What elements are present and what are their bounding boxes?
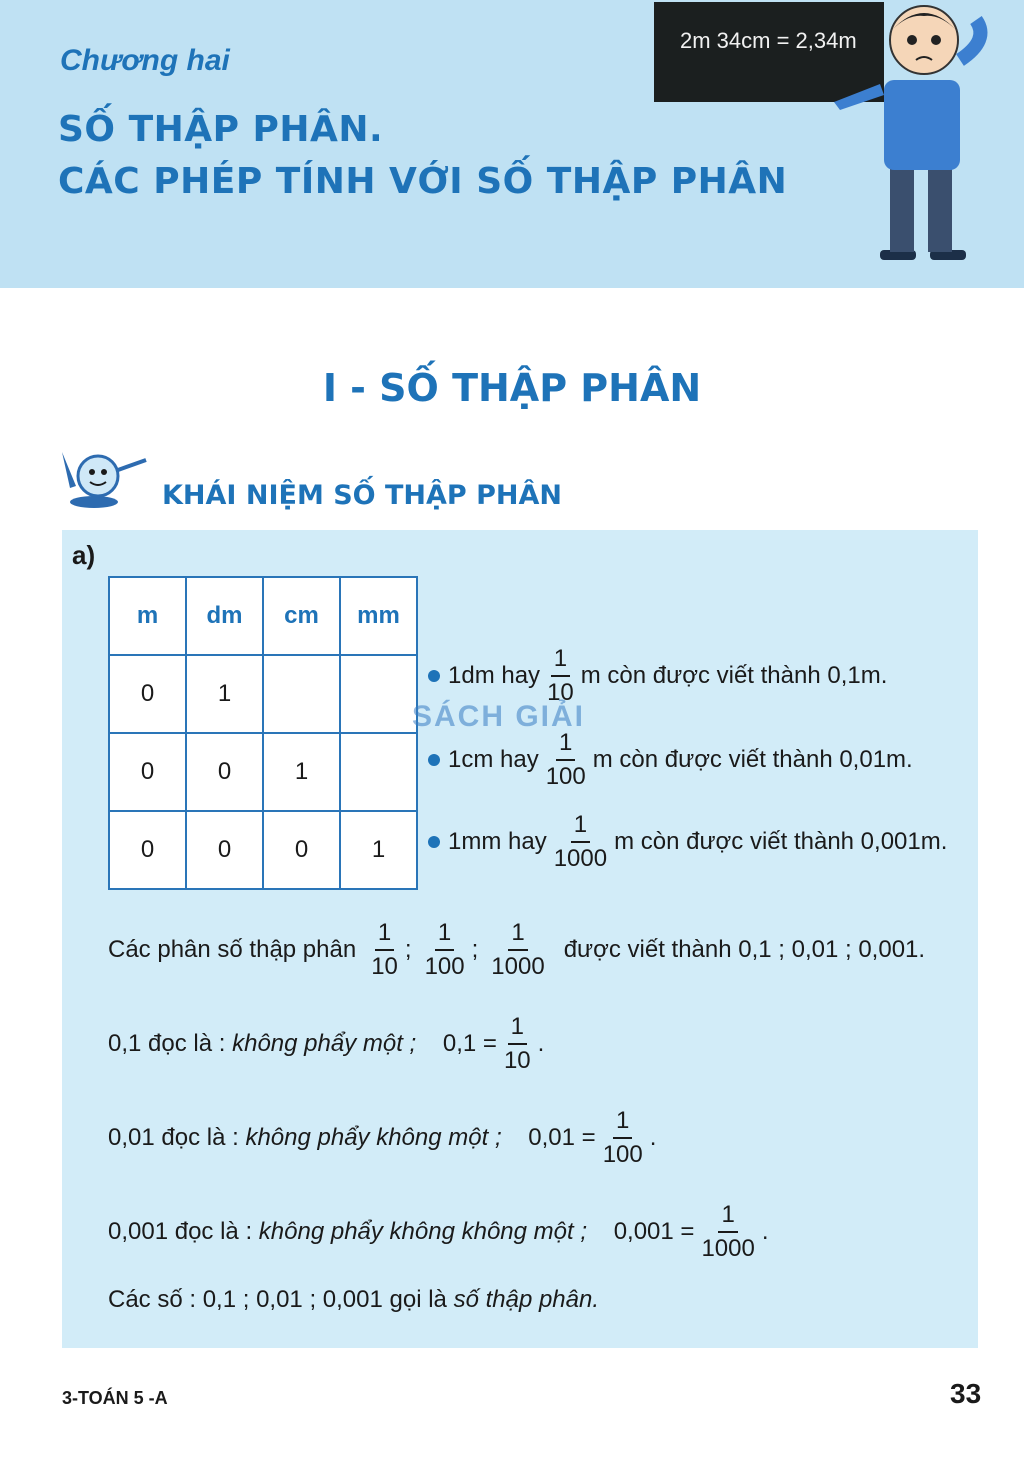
- unit-cell: 0: [109, 811, 186, 889]
- bullet-prefix: 1cm hay: [448, 746, 539, 773]
- unit-cell: 1: [263, 733, 340, 811]
- bullet-suffix: m còn được viết thành 0,01m.: [592, 746, 913, 773]
- fraction: [368, 920, 401, 980]
- fraction: [422, 920, 468, 980]
- part-label: a): [72, 540, 96, 570]
- page-number: 33: [950, 1378, 982, 1409]
- reading-line-2: 0,01 đọc là : không phẩy không một ; 0,01 = $\frac{1}{100}$ .: [108, 1107, 657, 1168]
- unit-header-cell: m: [109, 577, 186, 655]
- reading-equation: 0,001 =: [613, 1218, 695, 1245]
- reading-number: 0,001 đọc là :: [108, 1218, 253, 1245]
- reading-equation: 0,1 =: [442, 1030, 497, 1057]
- fraction-separator: ;: [471, 936, 479, 963]
- fraction-denominator: 10: [503, 1047, 531, 1074]
- conclusion-prefix: Các số : 0,1 ; 0,01 ; 0,001 gọi là: [108, 1286, 447, 1313]
- fraction-numerator: 1: [435, 920, 454, 951]
- reading-words: không phẩy một ;: [232, 1030, 417, 1057]
- section-heading: I - SỐ THẬP PHÂN: [322, 366, 702, 410]
- bullet-prefix: 1mm hay: [448, 828, 547, 855]
- fraction: [501, 1014, 534, 1074]
- fraction-numerator: 1: [375, 920, 394, 951]
- fraction: [488, 920, 547, 980]
- unit-cell: 0: [109, 655, 186, 733]
- bullet-dot-icon: [428, 836, 440, 848]
- fraction-denominator: 100: [545, 763, 586, 790]
- fraction-denominator: 10: [371, 953, 398, 980]
- bullet-item-cm: [428, 730, 913, 790]
- bullet-prefix: 1dm hay: [448, 662, 541, 689]
- fraction-numerator: 1: [551, 646, 570, 677]
- conclusion-term: số thập phân.: [453, 1286, 600, 1313]
- unit-table-header-row: [109, 577, 417, 655]
- fraction: [551, 812, 610, 872]
- unit-table-row: [109, 733, 417, 811]
- unit-header-cell: cm: [263, 577, 340, 655]
- unit-cell: [340, 733, 417, 811]
- chapter-title-line-1: SỐ THẬP PHÂN.: [58, 109, 384, 150]
- fraction-numerator: 1: [508, 1014, 527, 1045]
- blackboard-text: 2m 34cm = 2,34m: [680, 28, 857, 53]
- chapter-title: [58, 104, 787, 208]
- pencil-mascot-icon: [58, 446, 154, 510]
- teacher-illustration: [820, 0, 1020, 270]
- fraction-denominator: 100: [602, 1141, 643, 1168]
- bullet-item-mm: [428, 812, 947, 872]
- fraction-numerator: 1: [571, 812, 590, 843]
- reading-words: không phẩy không không một ;: [258, 1218, 588, 1245]
- fraction-denominator: 1000: [491, 953, 545, 980]
- unit-table: [108, 576, 418, 890]
- fraction-numerator: 1: [556, 730, 575, 761]
- reading-words: không phẩy không một ;: [245, 1124, 502, 1151]
- reading-line-1: 0,1 đọc là : không phẩy một ; 0,1 = $\frac{1}{10}$ .: [108, 1013, 545, 1074]
- unit-cell: 0: [109, 733, 186, 811]
- fraction-numerator: 1: [718, 1202, 737, 1233]
- fraction-denominator: 1000: [553, 845, 608, 872]
- unit-header-cell: dm: [186, 577, 263, 655]
- fraction-denominator: 10: [547, 679, 574, 706]
- unit-cell: 1: [340, 811, 417, 889]
- fraction-denominator: 100: [424, 953, 465, 980]
- unit-cell: 0: [186, 811, 263, 889]
- unit-cell: [263, 655, 340, 733]
- fraction-numerator: 1: [508, 920, 527, 951]
- unit-cell: [340, 655, 417, 733]
- fraction: [600, 1108, 646, 1168]
- fraction-separator: ;: [404, 936, 412, 963]
- fraction-sentence: [108, 920, 925, 980]
- concept-heading: KHÁI NIỆM SỐ THẬP PHÂN: [162, 480, 562, 511]
- bullet-item-dm: [428, 646, 887, 706]
- unit-table-row: [109, 655, 417, 733]
- fraction: [698, 1202, 757, 1262]
- fraction: [544, 646, 577, 706]
- reading-equation: 0,01 =: [528, 1124, 596, 1151]
- reading-number: 0,01 đọc là :: [108, 1124, 239, 1151]
- bullet-dot-icon: [428, 754, 440, 766]
- reading-line-3: 0,001 đọc là : không phẩy không không một ; 0,001 = $\frac{1}{1000}$ .: [108, 1201, 769, 1262]
- bullet-suffix: m còn được viết thành 0,1m.: [580, 662, 888, 689]
- watermark: SÁCH GIẢI: [412, 700, 586, 733]
- unit-table-row: [109, 811, 417, 889]
- bullet-dot-icon: [428, 670, 440, 682]
- sentence-suffix: được viết thành 0,1 ; 0,01 ; 0,001.: [563, 936, 926, 963]
- unit-cell: 0: [186, 733, 263, 811]
- chapter-title-line-2: CÁC PHÉP TÍNH VỚI SỐ THẬP PHÂN: [58, 161, 788, 202]
- conclusion-line: [108, 1286, 599, 1314]
- unit-header-cell: mm: [340, 577, 417, 655]
- chapter-label: Chương hai: [60, 44, 230, 77]
- unit-cell: 1: [186, 655, 263, 733]
- fraction-numerator: 1: [613, 1108, 632, 1139]
- reading-number: 0,1 đọc là :: [108, 1030, 226, 1057]
- fraction: [543, 730, 589, 790]
- bullet-suffix: m còn được viết thành 0,001m.: [614, 828, 948, 855]
- footer-book-code: 3-TOÁN 5 -A: [62, 1388, 168, 1408]
- sentence-prefix: Các phân số thập phân: [108, 936, 357, 963]
- unit-cell: 0: [263, 811, 340, 889]
- fraction-denominator: 1000: [701, 1235, 755, 1262]
